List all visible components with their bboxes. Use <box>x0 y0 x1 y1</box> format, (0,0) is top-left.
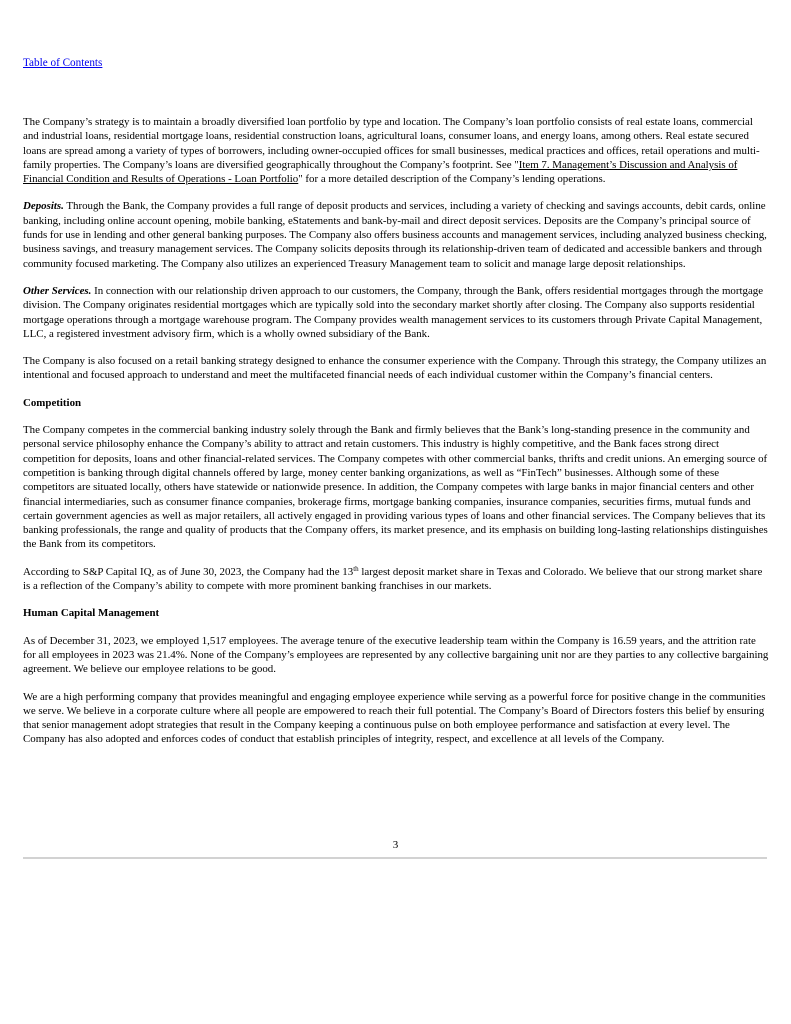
deposits-paragraph <box>23 199 769 270</box>
page-number: 3 <box>392 839 399 851</box>
deposits-lead: Deposits. <box>23 200 64 213</box>
page-divider <box>23 857 767 859</box>
competition-heading: Competition <box>23 396 82 409</box>
loan-text-end: " for a more detailed description of the Company’s lending operations. <box>298 173 606 186</box>
market-share-text-start: According to S&P Capital IQ, as of June 30, 2023, the Company had the 13 <box>23 565 354 578</box>
retail-banking-paragraph: The Company is also focused on a retail banking strategy designed to enhance the consumer experience with the Company. Through this strategy, the Company utilizes an intentional and focused approach to understand and meet the multifaceted financial needs of each individual customer within the Company’s financial centers. <box>23 355 767 382</box>
loan-portfolio-paragraph <box>23 115 769 186</box>
competition-paragraph: The Company competes in the commercial banking industry solely through the Bank and firmly believes that the Bank’s long-standing presence in the community and personal service philosophy enhance the Company’s ability to attract and retain customers. This industry is highly competitive, and the Bank faces strong direct competition for deposits, loans and other financial-related services. The Company competes with other commercial banks, thrifts and credit unions. An emerging source of competition is banking through digital channels offered by large, money center banking organizations, as well as “FinTech” businesses. Although some of these competitors are situated locally, others have statewide or nationwide presence. In addition, the Company competes with large banks in major financial centers and other financial intermediaries, such as consumer finance companies, brokerage firms, mortgage banking companies, insurance companies, securities firms, mutual funds and certain government agencies as well as major retailers, all actively engaged in providing various types of loans and other financial services. The Company believes that its banking professionals, the range and quality of products that the Company offers, its market presence, and its emphasis on building long-lasting relationships distinguishes the Bank from its competitors. <box>23 424 768 551</box>
deposits-text: Through the Bank, the Company provides a full range of deposit products and services, including a variety of checking and savings accounts, debit cards, online banking, including online account opening, mobile banking, eStatements and bank-by-mail and direct deposit services. Deposits are the Company’s principal source of funds for use in lending and other general banking purposes. The Company also offers business accounts and management services, including analyzed business checking, business savings, and treasury management services. The Company solicits deposits through its relationship-driven team of dedicated and accessible bankers and through community focused marketing. The Company also utilizes an experienced Treasury Management team to solicit and manage large deposit relationships. <box>23 200 767 270</box>
table-of-contents-link[interactable]: Table of Contents <box>23 57 103 69</box>
page-content <box>23 115 769 760</box>
other-services-paragraph <box>23 284 769 341</box>
human-capital-heading: Human Capital Management <box>23 607 160 620</box>
market-share-paragraph <box>23 565 769 594</box>
other-services-lead: Other Services. <box>23 284 92 297</box>
other-services-text: In connection with our relationship driven approach to our customers, the Company, through the Bank, offers residential mortgages through the mortgage division. The Company originates residential mortgages which are typically sold into the secondary market shortly after closing. The Company also supports residential mortgage operations through a mortgage warehouse program. The Company provides wealth management services to its customers through Private Capital Management, LLC, a registered investment advisory firm, which is a wholly owned subsidiary of the Bank. <box>23 284 764 340</box>
loan-text-start: The Company’s strategy is to maintain a broadly diversified loan portfolio by type and location. The Company’s loan portfolio consists of real estate loans, commercial and industrial loans, residential mortgage loans, residential construction loans, agricultural loans, consumer loans, and energy loans, among others. Real estate secured loans are spread among a variety of types of borrowers, including owner-occupied offices for small businesses, medical practices and offices, retail operations and multi-family properties. The Company’s loans are diversified geographically throughout the Company’s footprint. See " <box>23 116 760 171</box>
ordinal-superscript: th <box>353 564 359 573</box>
item7-loan-portfolio-link[interactable]: Item 7. Management’s Discussion and Analysis of Financial Condition and Results of Operations - Loan Portfolio <box>23 158 738 186</box>
culture-paragraph: We are a high performing company that provides meaningful and engaging employee experience while serving as a powerful force for positive change in the communities we serve. We believe in a corporate culture where all people are empowered to reach their full potential. The Company’s Board of Directors fosters this belief by ensuring that senior management adopt strategies that result in the Company keeping a continuous pulse on both employee performance and satisfaction at every level. The Company has also adopted and enforces codes of conduct that establish principles of integrity, respect, and excellence at all levels of the Company. <box>23 690 766 746</box>
market-share-text-end: largest deposit market share in Texas and Colorado. We believe that our strong market share is a reflection of the Company’s ability to compete with more prominent banking franchises in our markets. <box>23 565 763 593</box>
employees-paragraph: As of December 31, 2023, we employed 1,517 employees. The average tenure of the executive leadership team within the Company is 16.59 years, and the attrition rate for all employees in 2023 was 21.4%. None of the Company’s employees are represented by any collective bargaining unit nor are they parties to any collective bargaining agreement. We believe our employee relations to be good. <box>23 634 769 676</box>
